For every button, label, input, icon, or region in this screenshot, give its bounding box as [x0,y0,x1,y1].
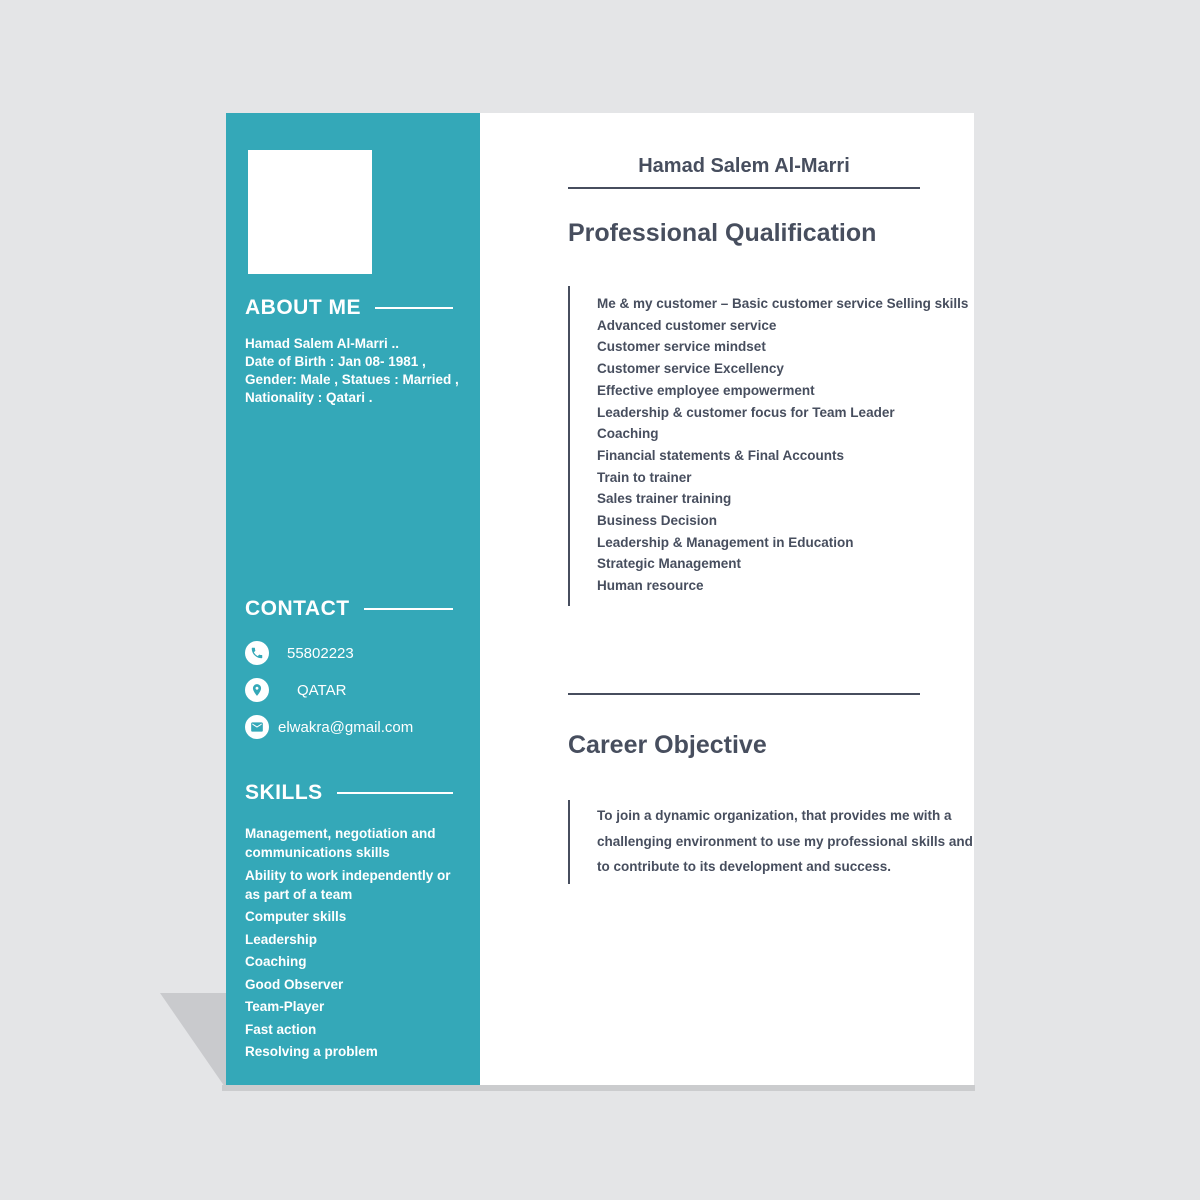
skills-list [245,824,451,1061]
about-line: Nationality : Qatari . [245,390,373,405]
skill-item: Management, negotiation and communications skills [245,826,436,860]
qualification-item: Customer service Excellency [597,361,784,377]
location-pin-icon [245,678,269,702]
qualification-list [568,286,968,606]
contact-item-email [245,715,453,739]
skill-item: Computer skills [245,909,347,924]
skills-heading-rule [337,792,453,794]
qualification-item: Advanced customer service [597,317,777,333]
email-icon [245,715,269,739]
qualification-item: Leadership & Management in Education [597,534,854,550]
email-address: elwakra@gmail.com [278,718,414,736]
qualification-item: Me & my customer – Basic customer service Selling skills [597,296,969,311]
qualification-item: Sales trainer training [597,491,732,507]
about-line: Hamad Salem Al-Marri .. [245,336,400,351]
page-corner-shadow [160,993,227,1090]
career-objective-heading: Career Objective [568,731,767,759]
skill-item: Team-Player [245,999,325,1014]
professional-qualification-heading: Professional Qualification [568,219,877,247]
contact-item-location [245,678,453,702]
skill-item: Resolving a problem [245,1044,378,1059]
career-objective-text: To join a dynamic organization, that provides me with a challenging environment to use my professional skills and to contribute to its development and success. [597,808,973,874]
location-text: QATAR [297,681,347,699]
qualification-item: Effective employee empowerment [597,382,815,398]
qualification-item: Coaching [597,426,659,442]
page-bottom-shadow [222,1085,975,1091]
skill-item: Good Observer [245,976,344,992]
section-divider [568,693,920,695]
skills-heading: SKILLS [245,781,323,804]
qualification-item: Business Decision [597,513,718,529]
contact-section [245,597,453,739]
contact-heading: CONTACT [245,597,350,620]
phone-icon [245,641,269,665]
contact-item-phone [245,641,453,665]
qualification-item: Customer service mindset [597,339,766,355]
about-text [245,335,459,407]
qualification-item: Strategic Management [597,556,742,572]
qualification-item: Financial statements & Final Accounts [597,447,845,463]
about-line: Gender: Male , Statues : Married , [245,372,459,387]
skills-section [245,781,453,1065]
qualification-item: Human resource [597,578,704,594]
about-line: Date of Birth : Jan 08- 1981 , [245,354,426,369]
about-section [245,296,459,407]
resume-name: Hamad Salem Al-Marri [638,155,850,177]
skill-item: Leadership [245,931,318,947]
contact-heading-rule [364,608,453,610]
about-heading: ABOUT ME [245,296,361,319]
phone-number: 55802223 [287,644,354,662]
qualification-item: Leadership & customer focus for Team Leader [597,404,895,420]
skill-item: Coaching [245,954,307,969]
qualification-item: Train to trainer [597,469,692,485]
sidebar [226,113,480,1085]
resume-page [226,113,974,1085]
skill-item: Ability to work independently or as part of a team [245,867,451,902]
skill-item: Fast action [245,1021,317,1037]
career-objective-block [568,800,984,884]
photo-placeholder [248,150,372,274]
name-underline [568,187,920,189]
about-heading-rule [375,307,453,309]
